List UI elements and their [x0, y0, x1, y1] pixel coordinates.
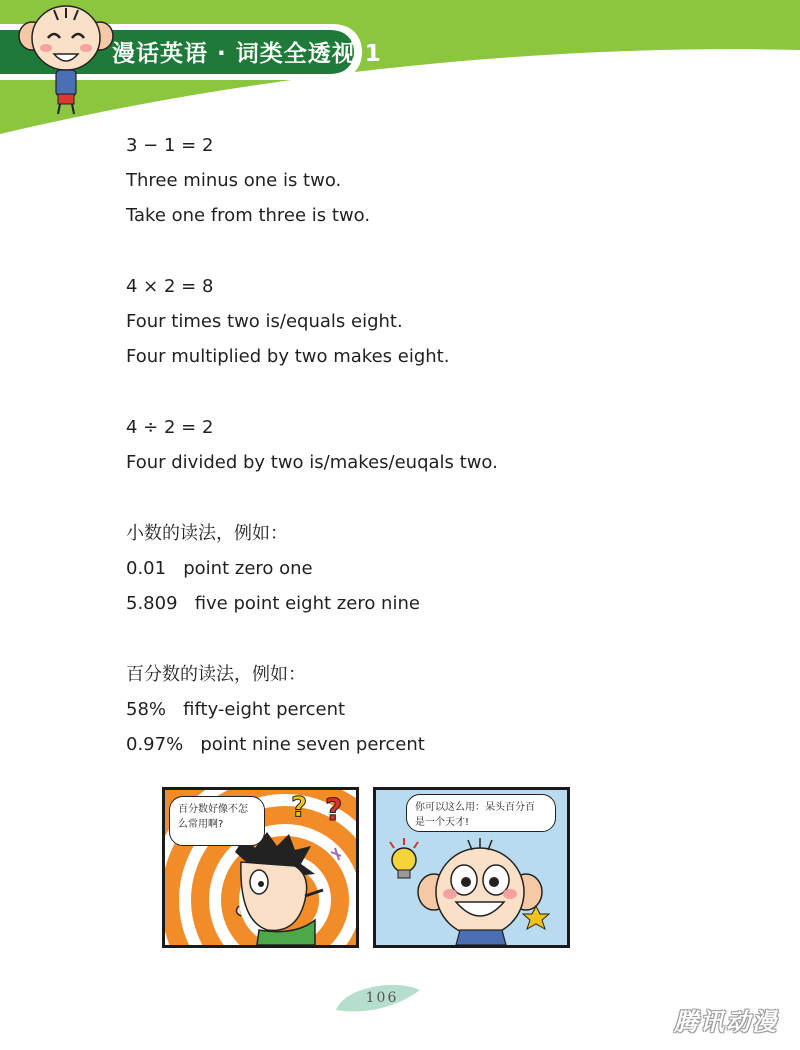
section-heading: 百分数的读法，例如： — [126, 664, 306, 685]
equation-line: 4 × 2 = 8 — [126, 276, 214, 297]
speech-bubble-right: 你可以这么用：呆头百分百 是一个天才! — [406, 794, 556, 832]
page-number: 106 — [365, 990, 399, 1006]
equation-line: 3 − 1 = 2 — [126, 135, 214, 156]
section-division — [126, 410, 746, 480]
section-percentages — [126, 657, 746, 762]
section-heading: 小数的读法，例如： — [126, 523, 288, 544]
text-line: Four times two is/equals eight. — [126, 311, 403, 332]
equation-line: 4 ÷ 2 = 2 — [126, 417, 214, 438]
watermark: 腾讯动漫 — [674, 1008, 778, 1036]
text-line: 0.01 point zero one — [126, 558, 313, 579]
svg-text:?: ? — [325, 793, 343, 828]
text-line: 5.809 five point eight zero nine — [126, 593, 420, 614]
speech-bubble-left: 百分数好像不怎 么常用啊? — [169, 796, 265, 846]
section-multiplication — [126, 269, 746, 374]
text-line: Take one from three is two. — [126, 205, 371, 226]
page-title: 漫话英语 · 词类全透视 1 — [112, 41, 382, 67]
section-decimals — [126, 516, 746, 621]
svg-text:?: ? — [291, 790, 308, 823]
comic-panel-left — [162, 787, 359, 948]
text-line: Three minus one is two. — [126, 170, 342, 191]
text-line: 58% fifty-eight percent — [126, 699, 346, 720]
section-subtraction — [126, 128, 746, 233]
main-content — [126, 128, 746, 762]
text-line: Four multiplied by two makes eight. — [126, 346, 450, 367]
text-line: Four divided by two is/makes/euqals two. — [126, 452, 498, 473]
comic-panel-right — [373, 787, 570, 948]
text-line: 0.97% point nine seven percent — [126, 734, 425, 755]
monkey-mascot-icon — [18, 4, 114, 116]
